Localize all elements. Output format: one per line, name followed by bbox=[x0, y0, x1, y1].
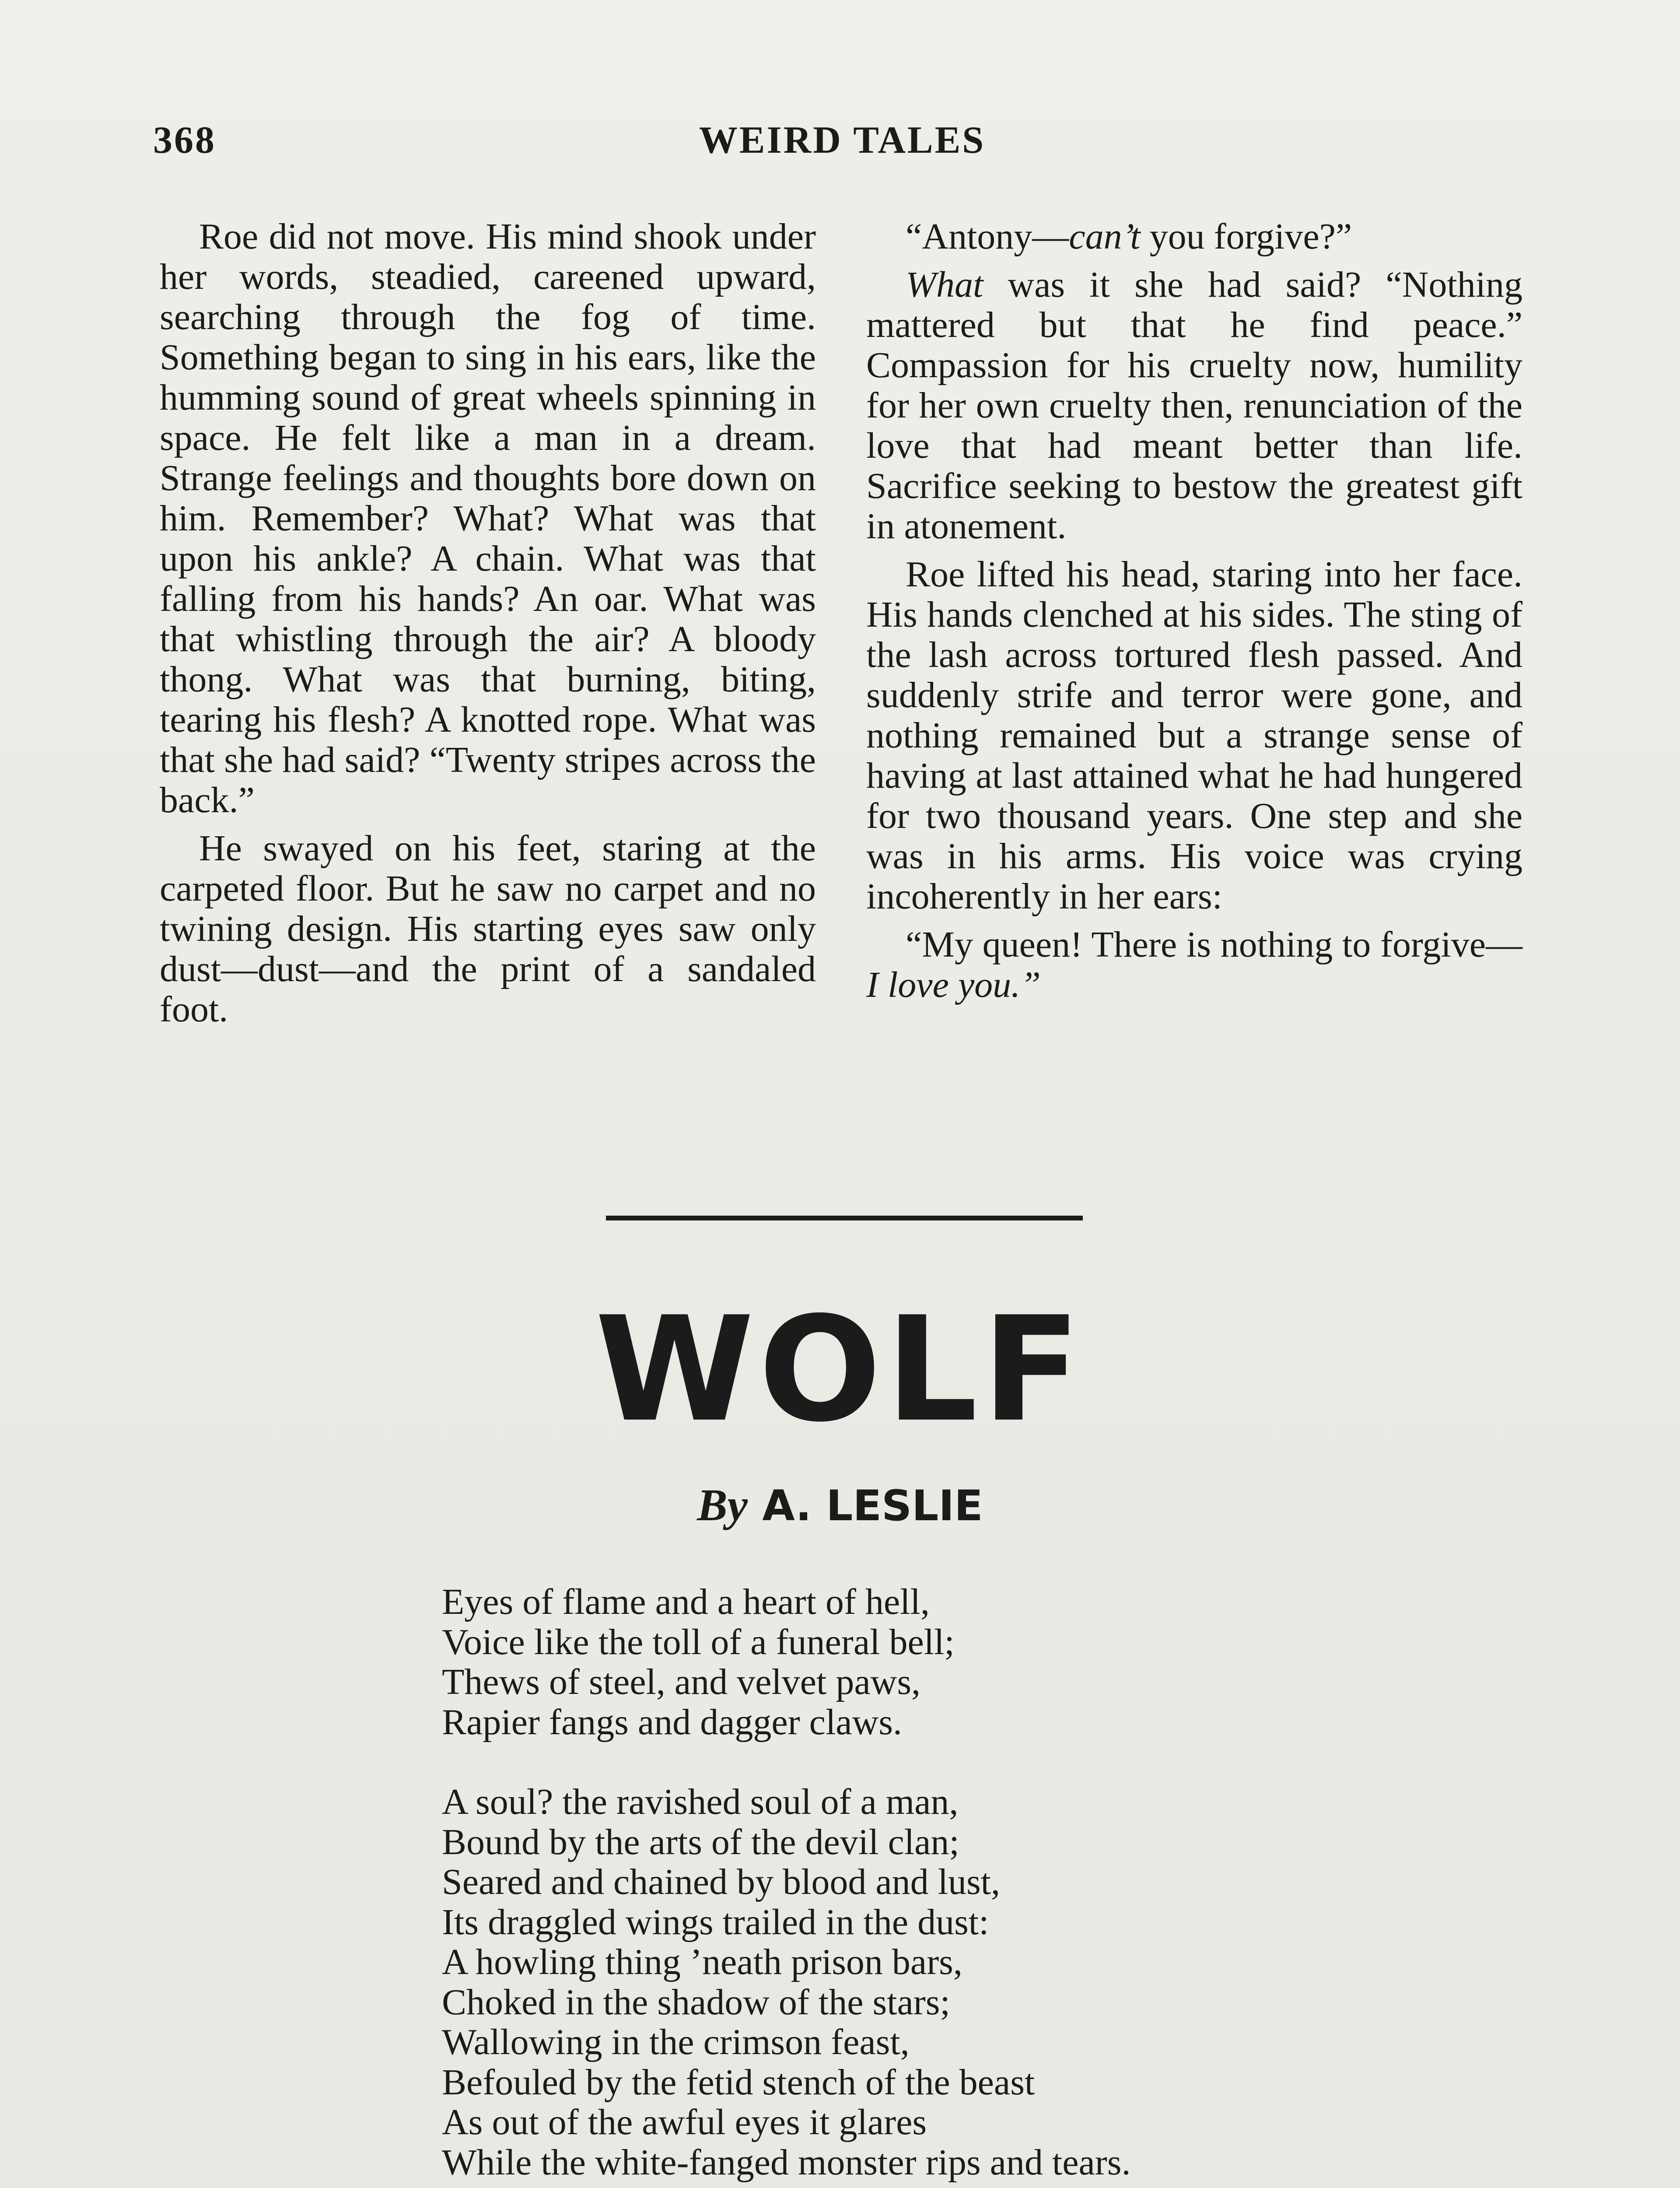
left-column bbox=[160, 217, 816, 1038]
paragraph: What was it she had said? “Nothing mattered but that he find peace.” Compassion for his cruelty now, humility for her own cruelty then, renunciation of the love that had meant better than life. Sacrifice seeking to bestow the greatest gift in atonement. bbox=[866, 264, 1522, 547]
poem-line: Rapier fangs and dagger claws. bbox=[442, 1701, 902, 1743]
paragraph: Roe did not move. His mind shook under her words, steadied, careened upward, searching through the fog of time. Something began to sing in his ears, like the humming sound of great wheels spinning in space. He felt like a man in a dream. Strange feelings and thoughts bore down on him. Remember? What? What was that upon his ankle? A chain. What was that falling from his hands? An oar. What was that whistling through the air? A bloody thong. What was that burning, biting, tearing his flesh? A knotted rope. What was that she had said? “Twenty stripes across the back.” bbox=[160, 216, 816, 820]
poem-line: Eyes of flame and a heart of hell, bbox=[442, 1581, 930, 1622]
section-divider-rule bbox=[606, 1216, 1083, 1220]
poem-line: Seared and chained by blood and lust, bbox=[442, 1862, 1000, 1902]
journal-title: WEIRD TALES bbox=[699, 119, 986, 161]
poem-line: Voice like the toll of a funeral bell; bbox=[442, 1621, 955, 1662]
story-text-columns bbox=[160, 217, 1529, 1131]
paragraph: Roe lifted his head, staring into her face. His hands clenched at his sides. The sting of the lash across tortured flesh passed. And suddenly strife and terror were gone, and nothing remained but a strange sense of having at last attained what he had hungered for two thousand years. One step and she was in his arms. His voice was crying incoherently in her ears: bbox=[866, 554, 1522, 917]
paragraph: “My queen! There is nothing to forgive—I love you.” bbox=[866, 924, 1522, 1005]
running-head bbox=[153, 118, 1531, 166]
poem-line: Bound by the arts of the devil clan; bbox=[442, 1821, 959, 1862]
poem-stanza bbox=[442, 1782, 1536, 2182]
byline bbox=[0, 1481, 1680, 1530]
poem-line: Its draggled wings trailed in the dust: bbox=[442, 1901, 989, 1943]
paragraph: “Antony—can’t you forgive?” bbox=[906, 216, 1352, 257]
poem-line: A soul? the ravished soul of a man, bbox=[442, 1781, 959, 1822]
poem bbox=[442, 1582, 1536, 2188]
poem-line: A howling thing ’neath prison bars, bbox=[442, 1942, 962, 1982]
poem-line: While the white-fanged monster rips and tears. bbox=[442, 2142, 1131, 2183]
byline-by: By bbox=[697, 1480, 748, 1530]
author-name: A. LESLIE bbox=[762, 1481, 983, 1530]
paragraph: He swayed on his feet, staring at the carpeted floor. But he saw no carpet and no twining design. His starting eyes saw only dust—dust—and the print of a sandaled foot. bbox=[160, 828, 816, 1030]
poem-line: Choked in the shadow of the stars; bbox=[442, 1981, 950, 2023]
poem-line: As out of the awful eyes it glares bbox=[442, 2102, 927, 2142]
poem-line: Befouled by the fetid stench of the beast bbox=[442, 2062, 1035, 2103]
right-column bbox=[866, 217, 1522, 1013]
poem-stanza bbox=[442, 1582, 1536, 1742]
poem-line: Thews of steel, and velvet paws, bbox=[442, 1662, 921, 1702]
page-number: 368 bbox=[153, 119, 216, 161]
poem-line: Wallowing in the crimson feast, bbox=[442, 2022, 910, 2062]
story-title: WOLF bbox=[595, 1286, 1085, 1454]
